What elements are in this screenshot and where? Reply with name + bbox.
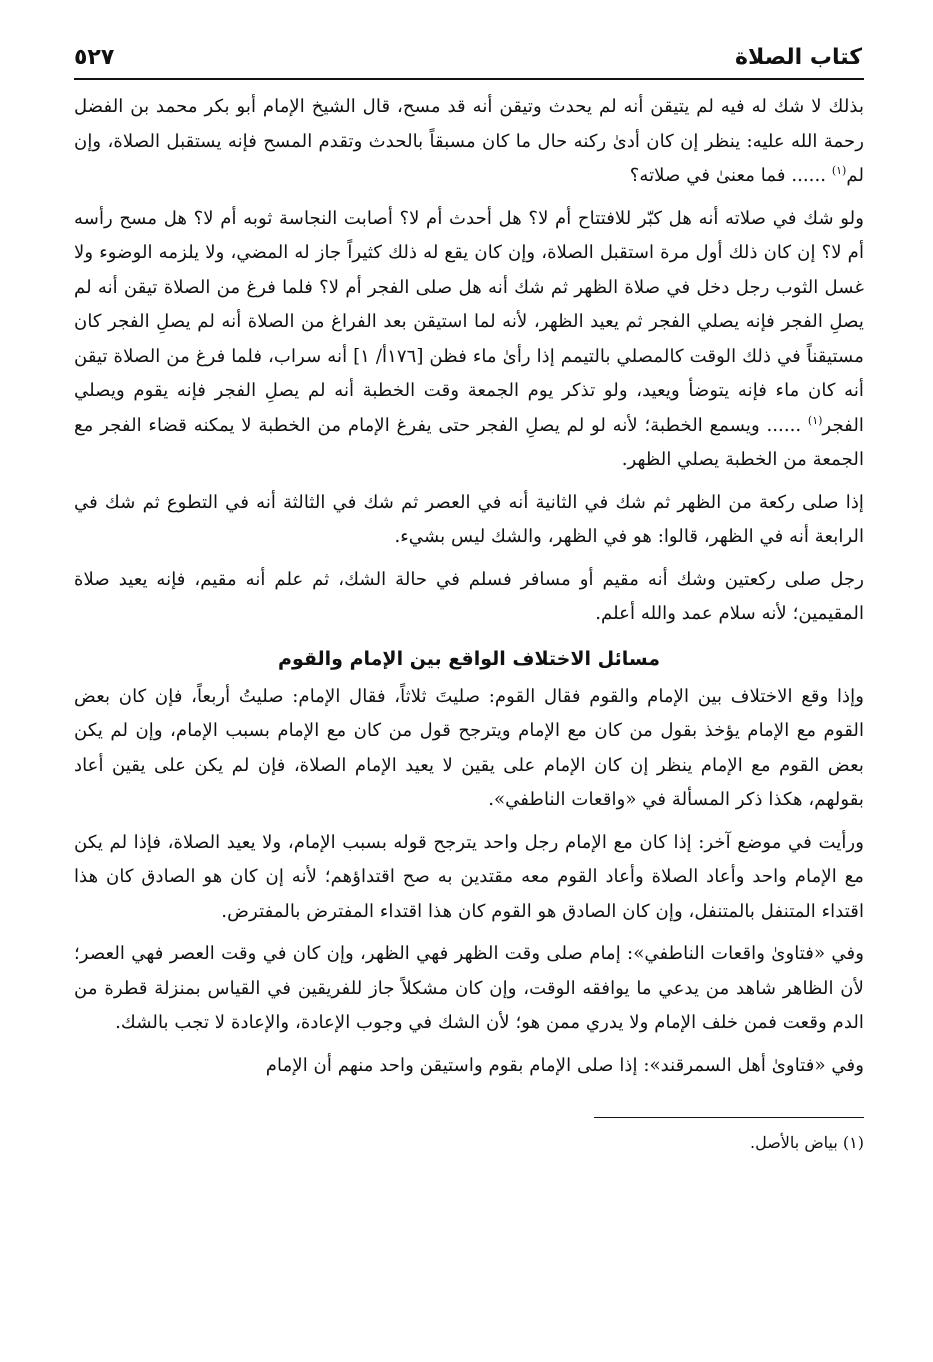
paragraph-text: بذلك لا شك له فيه لم يتيقن أنه لم يحدث وتيقن أنه قد مسح، قال الشيخ الإمام أبو بكر محمد بن الفضل رحمة الله عليه: ينظر إن كان أدىٰ ركنه حال ما كان مسبقاً بالحدث وتقدم المسح فإنه يستقبل الصلاة، وإن لم — [74, 96, 865, 186]
footnote — [74, 1118, 864, 1156]
paragraph: رجل صلى ركعتين وشك أنه مقيم أو مسافر فسلم في حالة الشك، ثم علم أنه مقيم، فإنه يعيد صلاة المقيمين؛ لأنه سلام عمد والله أعلم. — [74, 568, 864, 624]
paragraph-text: ...... ويسمع الخطبة؛ لأنه لو لم يصلِ الفجر حتى يفرغ الإمام من الخطبة لا يمكنه قضاء الفجر مع الجمعة من الخطبة يصلي الظهر. — [74, 414, 864, 470]
paragraph — [74, 90, 864, 194]
book-page — [74, 30, 864, 1340]
section-heading: مسائل الاختلاف الواقع بين الإمام والقوم — [278, 647, 660, 670]
footnote-text: بياض بالأصل. — [749, 1133, 838, 1152]
book-title: كتاب الصلاة — [735, 45, 862, 70]
page-number: ٥٢٧ — [74, 45, 115, 70]
paragraph — [74, 202, 864, 478]
running-header — [74, 30, 864, 70]
paragraph-text: ولو شك في صلاته أنه هل كبّر للافتتاح أم لا؟ هل أحدث أم لا؟ أصابت النجاسة ثوبه أم لا؟ هل مسح رأسه أم لا؟ إن كان ذلك أول مرة استقبل الصلاة، وإن كان يقع له ذلك كثيراً جاز له المضي، ولا يلزمه الوضوء ولا غسل الثوب رجل دخل في صلاة الظهر ثم شك أنه هل صلى الفجر أم لا؟ فلما فرغ من الصلاة تيقن أنه لم يصلِ الفجر فإنه يصلي الفجر ثم يعيد الظهر، لأنه لما استيقن بعد الفراغ من الصلاة أنه لم يصلِ الفجر كان مستيقناً في ذلك الوقت كالمصلي بالتيمم إذا رأىٰ ماء فظن [١٧٦أ/ ١] أنه سراب، فلما فرغ من الصلاة تيقن أنه كان ماء فإنه يتوضأ ويعيد، ولو تذكر يوم الجمعة وقت الخطبة أنه لم يصلِ الفجر فإنه يقوم ويصلي الفجر — [74, 207, 864, 436]
footnote-divider — [594, 1117, 864, 1118]
footnote-number: (١) — [842, 1133, 864, 1152]
paragraph: إذا صلى ركعة من الظهر ثم شك في الثانية أنه في العصر ثم شك في الثالثة أنه في التطوع ثم شك في الرابعة أنه في الظهر، قالوا: هو في الظهر، والشك ليس بشيء. — [74, 491, 864, 547]
paragraph: وإذا وقع الاختلاف بين الإمام والقوم فقال القوم: صليتَ ثلاثاً، فقال الإمام: صليتُ أربعاً، فإن كان بعض القوم مع الإمام يؤخذ بقول من كان مع الإمام ويترجح قول من كان مع الإمام بسبب الإمام، وإن لم يكن بعض القوم مع الإمام ينظر إن كان الإمام على يقين لا يعيد الإمام الصلاة، فإن لم يكن على يقين أعاد بقولهم، هكذا ذكر المسألة في «واقعات الناطفي». — [74, 685, 864, 810]
paragraph: وفي «فتاوىٰ أهل السمرقند»: إذا صلى الإمام بقوم واستيقن واحد منهم أن الإمام — [265, 1054, 864, 1076]
paragraph: ورأيت في موضع آخر: إذا كان مع الإمام رجل واحد يترجح قوله بسبب الإمام، ولا يعيد الصلاة، فإذا لم يكن مع الإمام واحد وأعاد الصلاة وأعاد القوم معه مقتدين به صح اقتداؤهم؛ لأنه إن كان هو الصادق كان هذا اقتداء المتنفل بالمتنفل، وإن كان الصادق هو القوم كان هذا اقتداء المفترض بالمفترض. — [74, 831, 864, 922]
header-divider — [74, 78, 864, 80]
paragraph-text: ...... فما معنىٰ في صلاته؟ — [629, 165, 827, 186]
paragraph: وفي «فتاوىٰ واقعات الناطفي»: إمام صلى وقت الظهر فهي الظهر، وإن كان في وقت العصر فهي العصر؛ لأن الظاهر شاهد من يدعي ما يوافقه الوقت، وإن كان مشكلاً جاز للفريقين في القياس بمنزلة قطرة من الدم وقعت فمن خلف الإمام ولا يدري ممن هو؛ لأن الشك في وجوب الإعادة، والإعادة لا تجب بالشك. — [74, 943, 864, 1033]
footnote-marker: (١) — [831, 163, 847, 177]
footnote-marker: (١) — [807, 413, 823, 427]
